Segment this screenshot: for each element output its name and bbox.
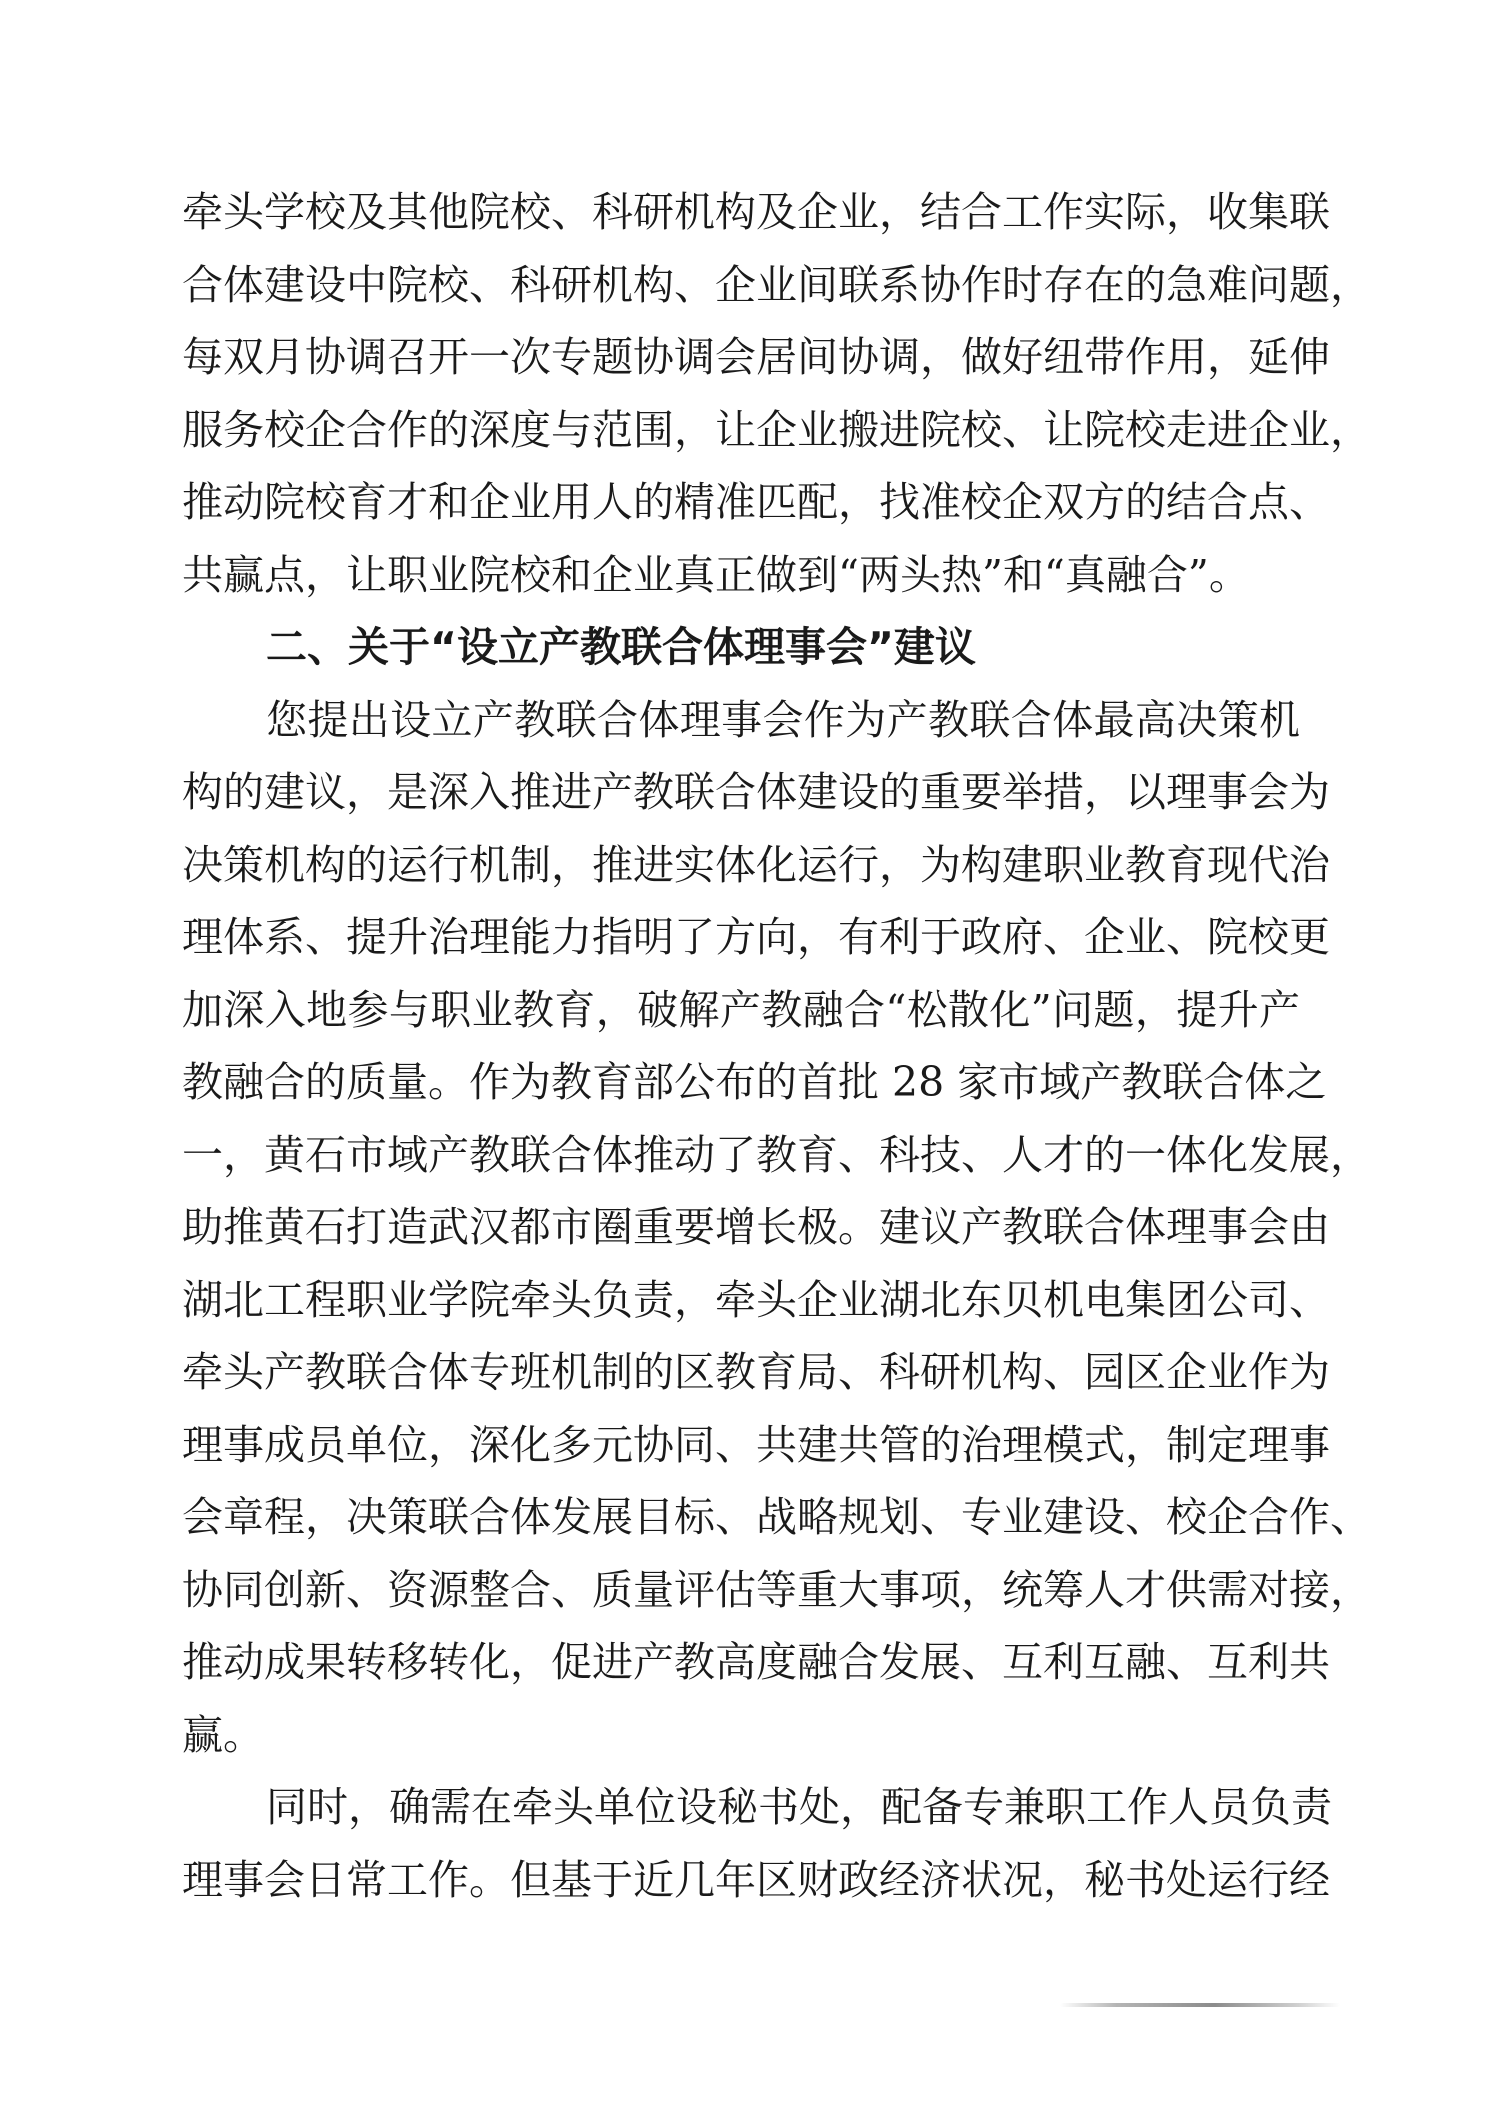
paragraph-1-line-3: 每双月协调召开一次专题协调会居间协调，做好纽带作用，延伸 (182, 333, 1330, 381)
section-heading-2: 二、关于“设立产教联合体理事会”建议 (266, 623, 976, 671)
paragraph-2-line-7: 一，黄石市域产教联合体推动了教育、科技、人才的一体化发展， (182, 1131, 1371, 1179)
paragraph-2-line-4: 理体系、提升治理能力指明了方向，有利于政府、企业、院校更 (182, 913, 1330, 961)
paragraph-3-line-2: 理事会日常工作。但基于近几年区财政经济状况，秘书处运行经 (182, 1856, 1330, 1904)
paragraph-2-line-2: 构的建议，是深入推进产教联合体建设的重要举措，以理事会为 (182, 768, 1330, 816)
paragraph-2-line-3: 决策机构的运行机制，推进实体化运行，为构建职业教育现代治 (182, 841, 1330, 889)
paragraph-2-line-14: 推动成果转移转化，促进产教高度融合发展、互利互融、互利共 (182, 1638, 1330, 1686)
paragraph-1-line-1: 牵头学校及其他院校、科研机构及企业，结合工作实际，收集联 (182, 188, 1330, 236)
paragraph-1-line-5: 推动院校育才和企业用人的精准匹配，找准校企双方的结合点、 (182, 478, 1330, 526)
paragraph-2-line-6: 教融合的质量。作为教育部公布的首批 28 家市域产教联合体之 (182, 1058, 1327, 1106)
paragraph-2-line-12: 会章程，决策联合体发展目标、战略规划、专业建设、校企合作、 (182, 1493, 1371, 1541)
paragraph-2-line-15: 赢。 (182, 1711, 264, 1759)
scan-artifact (1060, 2003, 1340, 2007)
paragraph-2-line-9: 湖北工程职业学院牵头负责，牵头企业湖北东贝机电集团公司、 (182, 1276, 1330, 1324)
paragraph-2-line-10: 牵头产教联合体专班机制的区教育局、科研机构、园区企业作为 (182, 1348, 1330, 1396)
paragraph-2-line-13: 协同创新、资源整合、质量评估等重大事项，统筹人才供需对接， (182, 1566, 1371, 1614)
paragraph-1-line-2: 合体建设中院校、科研机构、企业间联系协作时存在的急难问题， (182, 261, 1371, 309)
paragraph-2-line-1: 您提出设立产教联合体理事会作为产教联合体最高决策机 (266, 696, 1300, 744)
paragraph-2-line-8: 助推黄石打造武汉都市圈重要增长极。建议产教联合体理事会由 (182, 1203, 1330, 1251)
paragraph-1-line-4: 服务校企合作的深度与范围，让企业搬进院校、让院校走进企业， (182, 406, 1371, 454)
paragraph-2-line-5: 加深入地参与职业教育，破解产教融合“松散化”问题，提升产 (182, 986, 1300, 1034)
paragraph-2-line-11: 理事成员单位，深化多元协同、共建共管的治理模式，制定理事 (182, 1421, 1330, 1469)
paragraph-3-line-1: 同时，确需在牵头单位设秘书处，配备专兼职工作人员负责 (266, 1783, 1332, 1831)
paragraph-1-line-6: 共赢点，让职业院校和企业真正做到“两头热”和“真融合”。 (182, 551, 1250, 599)
